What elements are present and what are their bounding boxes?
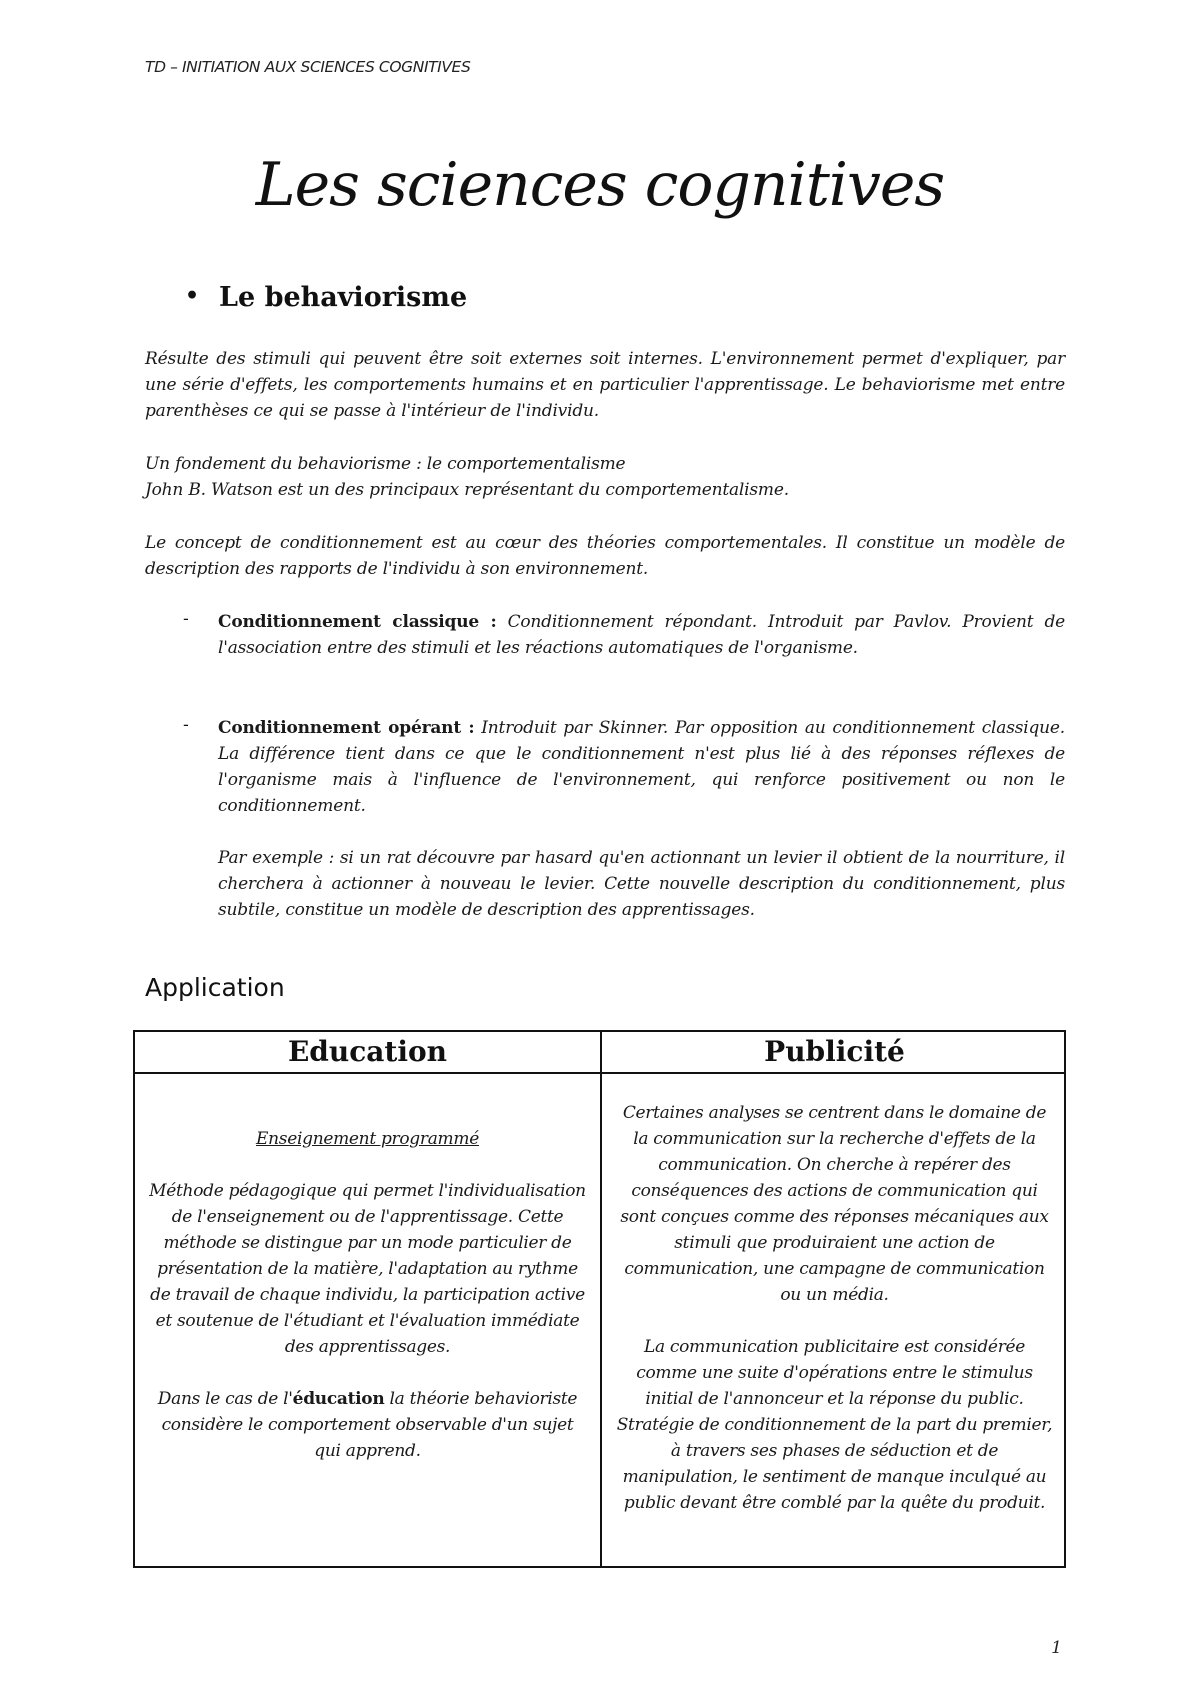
table-header-divider	[135, 1072, 1064, 1074]
list-item-label: Conditionnement classique :	[218, 612, 497, 632]
dash-bullet: -	[183, 609, 189, 628]
paragraph-fondement-line-1: Un fondement du behaviorisme : le comportementalisme	[145, 454, 626, 474]
education-paragraph-2-end: la théorie behavioriste considère le comportement observable d'un sujet qui apprend.	[161, 1389, 578, 1461]
paragraph-fondement	[145, 451, 1065, 503]
education-paragraph-2	[147, 1386, 588, 1464]
application-heading: Application	[145, 973, 285, 1002]
bullet-icon: •	[185, 283, 200, 309]
list-item-text	[218, 715, 1065, 819]
table-header-publicite: Publicité	[764, 1035, 905, 1068]
dash-bullet: -	[183, 715, 189, 734]
list-item-label: Conditionnement opérant :	[218, 718, 475, 738]
running-header: TD – INITIATION AUX SCIENCES COGNITIVES	[145, 58, 471, 76]
education-bold-term: éducation	[292, 1389, 385, 1409]
education-paragraph-2-start: Dans le cas de l'	[157, 1389, 293, 1409]
table-cell-publicite	[614, 1100, 1055, 1516]
publicite-paragraph-1: Certaines analyses se centrent dans le domaine de la communication sur la recherche d'effets de la communication. On cherche à repérer des conséquences des actions de communication qui sont conçues comme des réponses mécaniques aux stimuli que produiraient une action de communication, une campagne de communication ou un média.	[620, 1103, 1049, 1305]
paragraph-behaviorisme-intro: Résulte des stimuli qui peuvent être soit externes soit internes. L'environnement permet d'expliquer, par une série d'effets, les comportements humains et en particulier l'apprentissage. Le behaviorisme met entre parenthèses ce qui se passe à l'intérieur de l'individu.	[145, 349, 1065, 421]
list-item-body: Conditionnement répondant. Introduit par Pavlov. Provient de l'association entre des stimuli et les réactions automatiques de l'organisme.	[218, 612, 1065, 658]
paragraph-conditionnement: Le concept de conditionnement est au cœur des théories comportementales. Il constitue un modèle de description des rapports de l'individu à son environnement.	[145, 533, 1065, 579]
page-number: 1	[1051, 1638, 1062, 1658]
table-header-education: Education	[287, 1035, 448, 1068]
section-heading-text: Le behaviorisme	[219, 282, 468, 313]
application-table	[133, 1030, 1066, 1568]
publicite-paragraph-2: La communication publicitaire est considérée comme une suite d'opérations entre le stimulus initial de l'annonceur et la réponse du public. Stratégie de conditionnement de la part du premier, à travers ses phases de séduction et de manipulation, le sentiment de manque inculqué au public devant être comblé par la quête du produit.	[616, 1337, 1053, 1513]
education-subtitle: Enseignement programmé	[256, 1129, 479, 1149]
table-cell-education	[147, 1126, 588, 1464]
education-paragraph-1: Méthode pédagogique qui permet l'individualisation de l'enseignement ou de l'apprentissage. Cette méthode se distingue par un mode particulier de présentation de la matière, l'adaptation au rythme de travail de chaque individu, la participation active et soutenue de l'étudiant et l'évaluation immédiate des apprentissages.	[149, 1181, 586, 1357]
document-title: Les sciences cognitives	[255, 150, 945, 220]
example-text: Par exemple : si un rat découvre par hasard qu'en actionnant un levier il obtient de la nourriture, il cherchera à actionner à nouveau le levier. Cette nouvelle description du conditionnement, plus subtile, constitue un modèle de description des apprentissages.	[218, 848, 1065, 920]
list-item-text	[218, 609, 1065, 661]
section-heading	[185, 282, 467, 313]
paragraph-fondement-line-2: John B. Watson est un des principaux représentant du comportementalisme.	[145, 480, 789, 500]
table-column-divider	[600, 1032, 602, 1566]
list-item-body: Introduit par Skinner. Par opposition au conditionnement classique. La différence tient dans ce que le conditionnement n'est plus lié à des réponses réflexes de l'organisme mais à l'influence de l'environnement, qui renforce positivement ou non le conditionnement.	[218, 718, 1065, 816]
